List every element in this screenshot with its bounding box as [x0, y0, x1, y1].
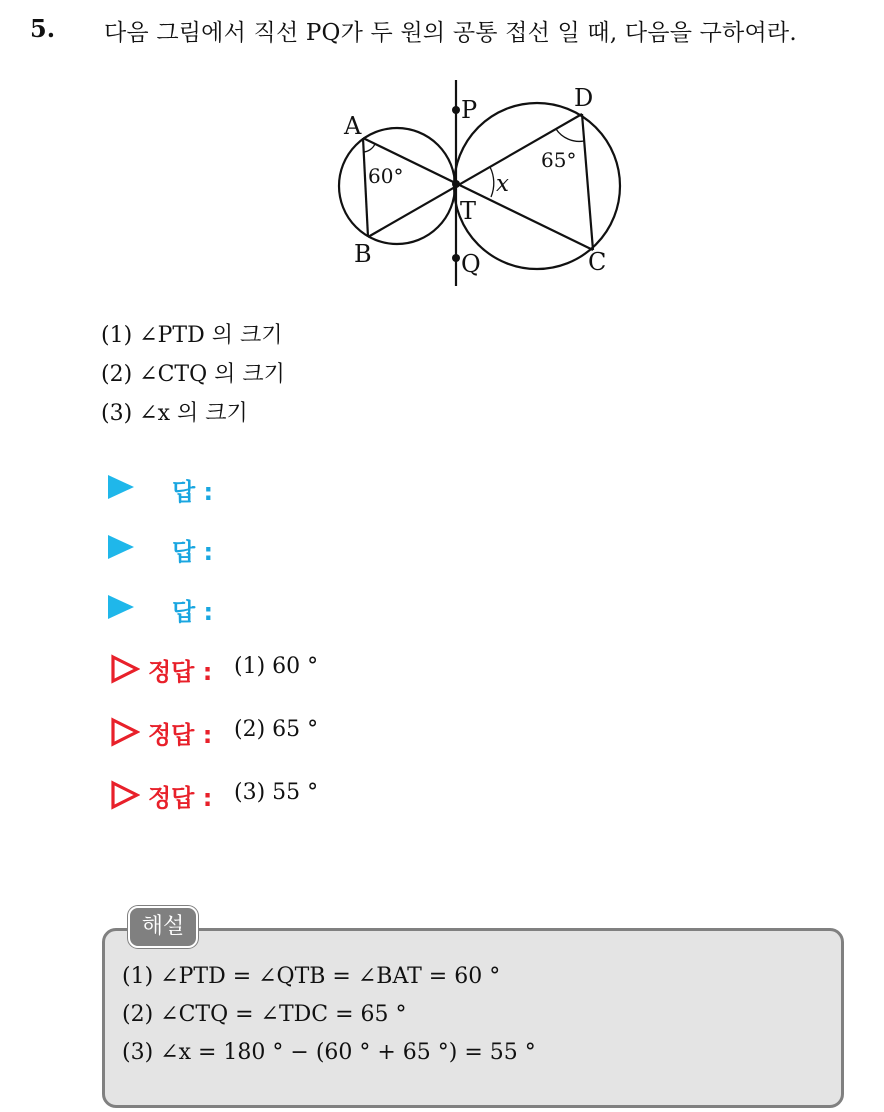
label-x: x [496, 171, 509, 197]
label-d: D [574, 84, 594, 112]
point-q [452, 254, 460, 262]
angle-arc-x [490, 167, 494, 197]
angle-arc-a [363, 144, 375, 152]
label-c: C [588, 248, 607, 276]
explanation-line-2: (2) ∠CTQ = ∠TDC = 65 ° [122, 1002, 407, 1027]
correct-label: 정답 : [148, 658, 213, 686]
correct-label: 정답 : [148, 784, 213, 812]
correct-answer-2: (2) 65 ° [234, 717, 319, 742]
answer-label: 답 : [172, 478, 214, 506]
question-number: 5. [30, 14, 56, 43]
correct-arrow-icon [110, 717, 140, 747]
explanation-tag: 해설 [128, 906, 198, 948]
correct-arrow-icon [110, 654, 140, 684]
answer-arrow-icon [108, 595, 134, 619]
answer-label: 답 : [172, 598, 214, 626]
angle-arc-d [556, 129, 584, 141]
subquestion-1: (1) ∠PTD 의 크기 [101, 323, 283, 348]
question-text: 다음 그림에서 직선 PQ가 두 원의 공통 접선 일 때, 다음을 구하여라. [104, 20, 797, 46]
explanation-line-3: (3) ∠x = 180 ° − (60 ° + 65 °) = 55 ° [122, 1040, 536, 1065]
answer-row-1 [108, 470, 214, 506]
point-p [452, 106, 460, 114]
answer-arrow-icon [108, 475, 134, 499]
correct-label: 정답 : [148, 721, 213, 749]
correct-answer-1: (1) 60 ° [234, 654, 319, 679]
point-t [452, 180, 460, 188]
angle-d-value: 65° [541, 148, 577, 172]
angle-a-value: 60° [368, 164, 404, 188]
answer-row-2 [108, 530, 214, 566]
correct-answer-3: (3) 55 ° [234, 780, 319, 805]
label-q: Q [461, 250, 481, 278]
label-p: P [461, 96, 478, 124]
subquestion-3: (3) ∠x 의 크기 [101, 401, 248, 426]
label-a: A [344, 112, 362, 140]
label-t: T [460, 197, 477, 225]
label-b: B [354, 240, 372, 268]
explanation-line-1: (1) ∠PTD = ∠QTB = ∠BAT = 60 ° [122, 964, 501, 989]
answer-row-3 [108, 590, 214, 626]
answer-arrow-icon [108, 535, 134, 559]
answer-label: 답 : [172, 538, 214, 566]
large-circle [454, 103, 620, 269]
correct-arrow-icon [110, 780, 140, 810]
subquestion-2: (2) ∠CTQ 의 크기 [101, 362, 285, 387]
geometry-figure [330, 80, 630, 290]
chord-dc [582, 114, 593, 250]
